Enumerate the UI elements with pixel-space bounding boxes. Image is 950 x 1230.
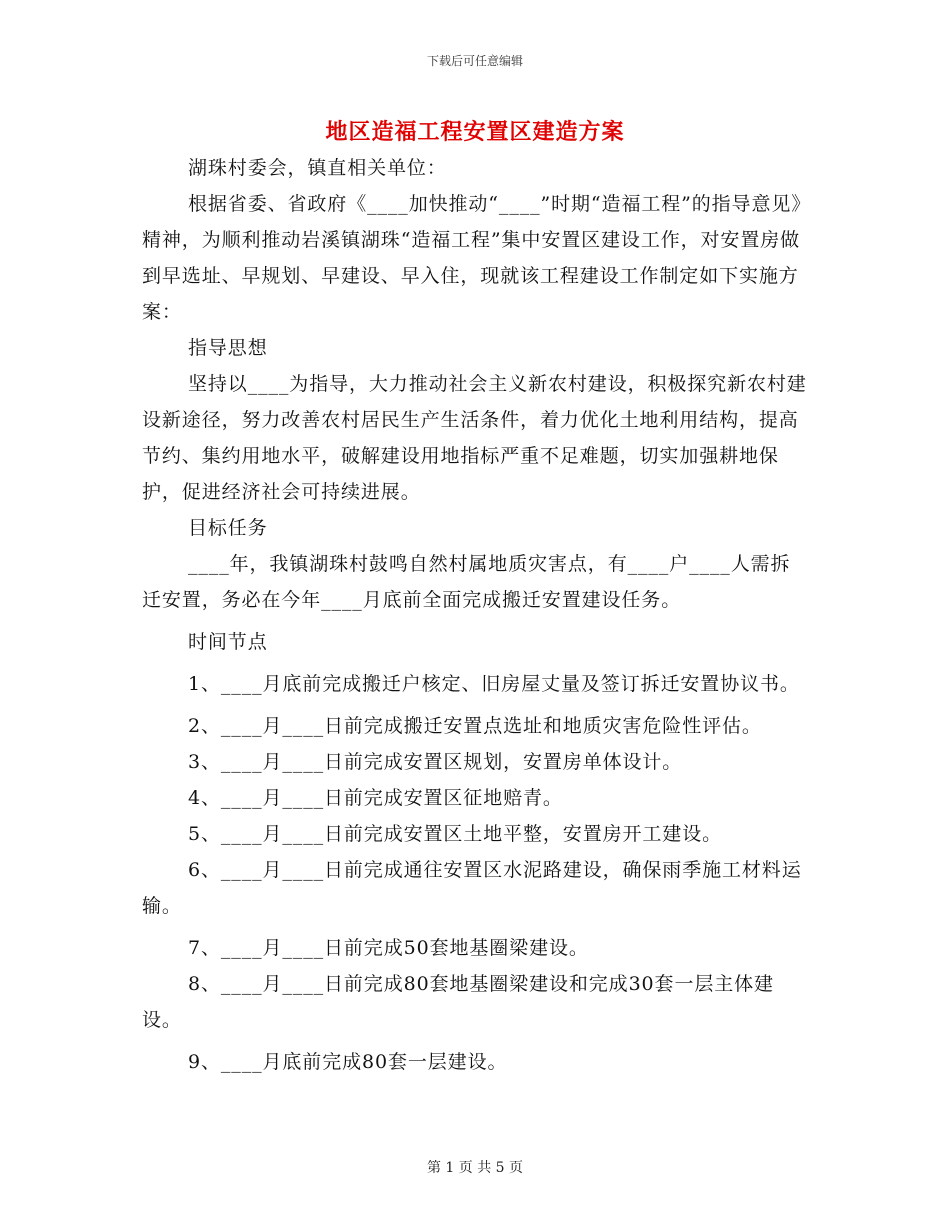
list-item: 6、____月____日前完成通往安置区水泥路建设，确保雨季施工材料运输。 bbox=[142, 859, 802, 917]
list-item: 1、____月底前完成搬迁户核定、旧房屋丈量及签订拆迁安置协议书。 bbox=[188, 673, 800, 695]
salutation: 湖珠村委会，镇直相关单位： bbox=[188, 157, 447, 179]
list-item: 2、____月____日前完成搬迁安置点选址和地质灾害危险性评估。 bbox=[188, 715, 762, 737]
section-heading-goals: 目标任务 bbox=[188, 517, 268, 539]
list-item: 5、____月____日前完成安置区土地平整，安置房开工建设。 bbox=[188, 823, 722, 845]
guiding-thought-paragraph: 坚持以____为指导，大力推动社会主义新农村建设，积极探究新农村建设新途径，努力改善农村居民生产生活条件，着力优化土地利用结构，提高节约、集约用地水平，破解建设用地指标严重不足难题，切实加强耕地保护，促进经济社会可持续进展。 bbox=[142, 373, 807, 503]
document-title: 地区造福工程安置区建造方案 bbox=[325, 119, 625, 145]
section-heading-timeline: 时间节点 bbox=[188, 631, 268, 653]
list-item: 9、____月底前完成80套一层建设。 bbox=[188, 1051, 508, 1073]
section-heading-guiding-thought: 指导思想 bbox=[188, 337, 268, 359]
page-footer: 第 1 页 共 5 页 bbox=[426, 1160, 524, 1176]
list-item: 8、____月____日前完成80套地基圈梁建设和完成30套一层主体建设。 bbox=[142, 973, 774, 1031]
list-item: 4、____月____日前完成安置区征地赔青。 bbox=[188, 787, 563, 809]
intro-paragraph: 根据省委、省政府《____加快推动“____”时期“造福工程”的指导意见》精神，为顺利推动岩溪镇湖珠“造福工程”集中安置区建设工作，对安置房做到早选址、早规划、早建设、早入住，现就该工程建设工作制定如下实施方案： bbox=[142, 193, 802, 323]
list-item: 3、____月____日前完成安置区规划，安置房单体设计。 bbox=[188, 751, 683, 773]
list-item: 7、____月____日前完成50套地基圈梁建设。 bbox=[188, 937, 589, 959]
goals-paragraph: ____年，我镇湖珠村鼓鸣自然村属地质灾害点，有____户____人需拆迁安置，务必在今年____月底前全面完成搬迁安置建设任务。 bbox=[142, 553, 791, 611]
document-body bbox=[142, 150, 810, 1080]
page-header: 下载后可任意编辑 bbox=[426, 54, 523, 68]
